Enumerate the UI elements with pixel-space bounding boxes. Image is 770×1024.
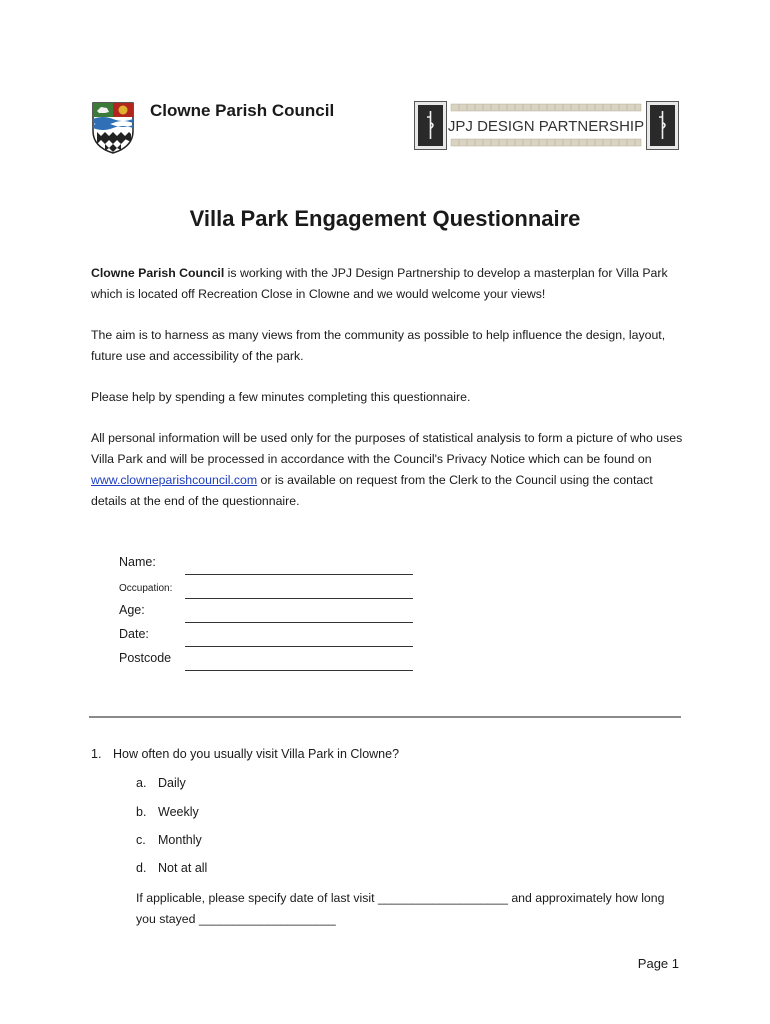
- age-label: Age:: [119, 603, 145, 617]
- postcode-field[interactable]: [185, 670, 413, 671]
- occupation-label: Occupation:: [119, 583, 173, 594]
- option-label: Weekly: [158, 805, 199, 819]
- question-1-number: 1.: [91, 747, 102, 761]
- option-monthly[interactable]: [136, 833, 202, 847]
- intro-paragraph-3: Please help by spending a few minutes completing this questionnaire.: [91, 390, 471, 404]
- date-label: Date:: [119, 627, 149, 641]
- clowne-crest-logo: [91, 101, 135, 155]
- intro-council-name: Clowne Parish Council: [91, 266, 225, 280]
- section-divider: [89, 716, 681, 718]
- intro-paragraph-1: [91, 263, 691, 305]
- age-field[interactable]: [185, 622, 413, 623]
- postcode-label: Postcode: [119, 651, 172, 665]
- option-daily[interactable]: [136, 776, 186, 790]
- last-visit-followup[interactable]: If applicable, please specify date of last visit ___________________ and approximately how long you stayed ____________________: [136, 891, 665, 926]
- intro-p1-text: is working with the JPJ Design Partnership to develop a masterplan for Villa Park which is located off Recreation Close in Clowne and we would welcome your views!: [91, 266, 668, 301]
- page-title: Villa Park Engagement Questionnaire: [189, 206, 581, 231]
- option-label: Daily: [158, 776, 186, 790]
- date-field[interactable]: [185, 646, 413, 647]
- option-label: Monthly: [158, 833, 202, 847]
- occupation-field[interactable]: [185, 598, 413, 599]
- privacy-text-after: or is available on request from the Clerk to the Council using the contact details at the end of the questionnaire.: [91, 473, 653, 508]
- name-label: Name:: [119, 555, 156, 569]
- option-letter: b.: [136, 805, 147, 819]
- option-not-at-all[interactable]: [136, 861, 207, 875]
- intro-paragraph-2: The aim is to harness as many views from the community as possible to help influence the design, layout, future use and accessibility of the park.: [91, 328, 666, 363]
- option-letter: d.: [136, 861, 147, 875]
- council-website-link[interactable]: www.clowneparishcouncil.com: [91, 473, 258, 487]
- intro-paragraph-4: [91, 428, 691, 512]
- option-letter: a.: [136, 776, 147, 790]
- council-name: Clowne Parish Council: [150, 101, 335, 120]
- option-letter: c.: [136, 833, 146, 847]
- option-label: Not at all: [158, 861, 208, 875]
- page-number: Page 1: [637, 956, 679, 971]
- name-field[interactable]: [185, 574, 413, 575]
- option-weekly[interactable]: [136, 805, 199, 819]
- question-1: [91, 747, 399, 761]
- jpj-design-partnership-logo: [414, 101, 679, 150]
- question-1-text: How often do you usually visit Villa Park in Clowne?: [113, 747, 400, 761]
- privacy-text-before: All personal information will be used only for the purposes of statistical analysis to form a picture of who uses Villa Park and will be processed in accordance with the Council's Privacy Notice which can be found on: [91, 431, 683, 466]
- jpj-logo-text: JPJ DESIGN PARTNERSHIP: [447, 118, 645, 135]
